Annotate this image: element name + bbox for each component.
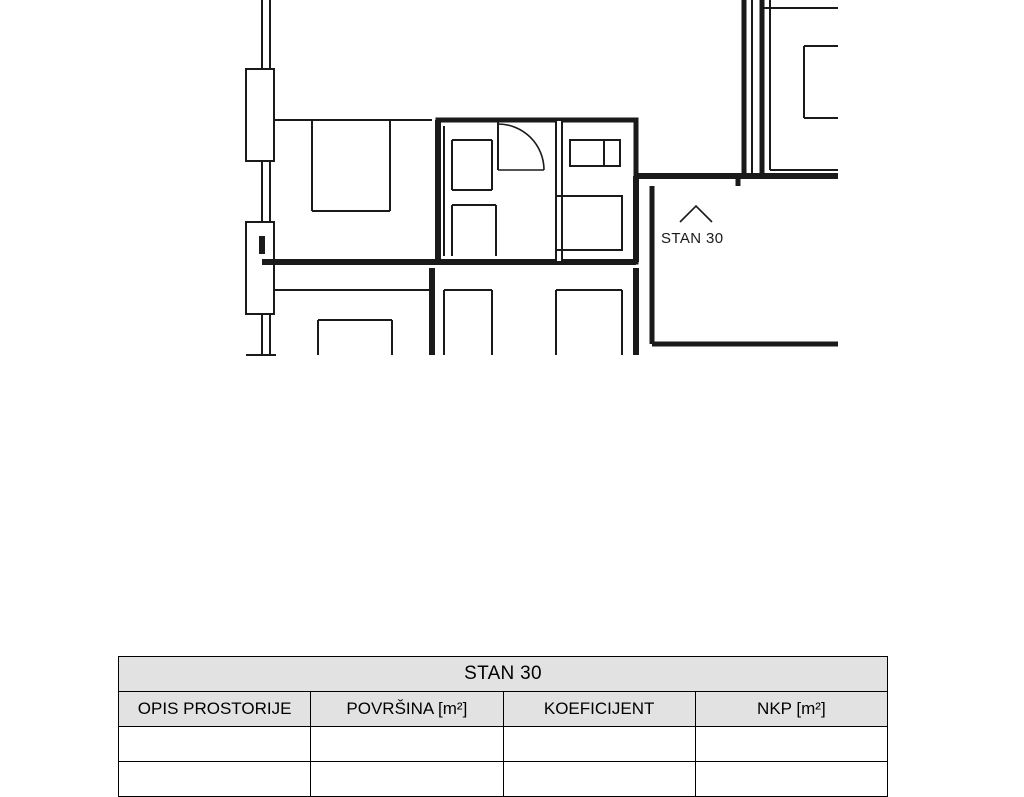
column-header-area: POVRŠINA [m²]	[311, 692, 503, 727]
table-row	[119, 762, 888, 797]
bathroom-fixtures-right	[556, 120, 622, 262]
column-header-description: OPIS PROSTORIJE	[119, 692, 311, 727]
cell-nkp	[695, 727, 887, 762]
cell-description	[119, 762, 311, 797]
cell-nkp	[695, 762, 887, 797]
table-title: STAN 30	[119, 657, 888, 692]
upper-left-room	[274, 120, 432, 211]
cell-coefficient	[503, 727, 695, 762]
cell-area	[311, 727, 503, 762]
cell-area	[311, 762, 503, 797]
lower-center-walls	[432, 268, 636, 355]
door-swing-arc	[498, 124, 544, 170]
cell-description	[119, 727, 311, 762]
neighbour-unit-upper-right	[762, 0, 838, 176]
entrance-direction-marker	[680, 206, 712, 222]
plan-unit-label: STAN 30	[661, 230, 724, 247]
table-title-row	[119, 657, 888, 692]
bathroom-inner-partitions	[444, 120, 498, 256]
column-header-coefficient: KOEFICIJENT	[503, 692, 695, 727]
cell-coefficient	[503, 762, 695, 797]
facade-pilaster-lower	[246, 222, 274, 314]
lower-left-room	[274, 290, 432, 355]
facade-pilaster-upper	[246, 69, 274, 161]
table-row	[119, 727, 888, 762]
apartment-spec-table	[118, 656, 888, 797]
entrance-corridor	[636, 0, 838, 344]
column-header-nkp: NKP [m²]	[695, 692, 887, 727]
table-header-row	[119, 692, 888, 727]
